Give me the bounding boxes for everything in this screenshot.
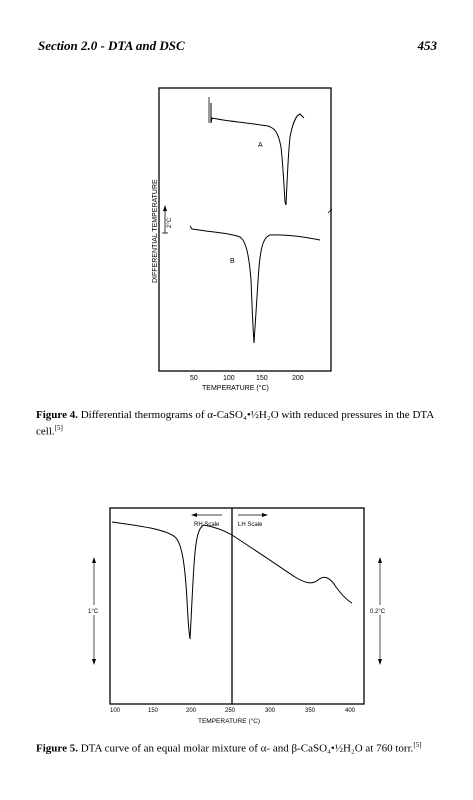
figure-5-frame: [110, 508, 364, 704]
figure-5-rh-arrowhead: [191, 513, 197, 517]
figure-5-tick-250: 250: [225, 708, 236, 714]
figure-5: [80, 505, 400, 730]
figure-4-caption-label: Figure 4.: [36, 409, 78, 421]
page-number: 453: [417, 38, 437, 53]
figure-4-frame: [159, 88, 331, 371]
figure-5-tick-200: 200: [186, 708, 197, 714]
figure-4: [150, 85, 340, 395]
figure-5-x-ticks: [110, 708, 356, 714]
figure-5-tick-100: 100: [110, 708, 121, 714]
figure-4-label-b: B: [230, 258, 235, 265]
figure-4-tick-50: 50: [190, 375, 198, 382]
figure-5-caption-text: DTA curve of an equal molar mixture of α- and β-CaSO₄•½H₂O at 760 torr.: [80, 742, 414, 755]
figure-4-curve-b: [190, 226, 320, 343]
figure-4-xlabel: TEMPERATURE (°C): [202, 385, 269, 392]
figure-4-scale-label: 2°C: [167, 217, 173, 228]
figure-4-caption-text: Differential thermograms of α-CaSO₄•½H₂O with reduced pressures in the DTA cell.: [36, 409, 434, 438]
figure-5-caption-ref: [5]: [413, 741, 422, 749]
figure-5-tick-350: 350: [305, 708, 316, 714]
figure-4-label-a: A: [258, 142, 263, 149]
figure-5-curve-left: [112, 522, 232, 639]
figure-5-lh-scale: LH Scale: [238, 522, 263, 528]
figure-5-right-scale: 0.2°C: [370, 609, 386, 615]
figure-4-tick-100: 100: [223, 375, 235, 382]
figure-4-curve-a: [211, 103, 304, 205]
figure-4-tick-150: 150: [256, 375, 268, 382]
figure-5-xlabel: TEMPERATURE (°C): [198, 718, 261, 725]
figure-5-rh-scale: RH Scale: [194, 522, 220, 528]
figure-5-tick-400: 400: [345, 708, 356, 714]
figure-5-tick-300: 300: [265, 708, 276, 714]
figure-4-ylabel: DIFFERENTIAL TEMPERATURE: [152, 179, 159, 283]
section-title: Section 2.0 - DTA and DSC: [38, 38, 185, 53]
figure-4-caption: [36, 409, 436, 439]
figure-5-curve-right: [232, 535, 352, 603]
figure-4-tick-200: 200: [292, 375, 304, 382]
figure-5-lh-arrowhead: [262, 513, 268, 517]
figure-5-tick-150: 150: [148, 708, 159, 714]
page-header: [38, 38, 437, 58]
figure-5-left-scale: 1°C: [88, 609, 99, 615]
figure-4-x-ticks: [190, 375, 304, 382]
figure-4-caption-ref: [5]: [54, 424, 63, 432]
figure-5-caption: [36, 739, 456, 756]
figure-5-caption-label: Figure 5.: [36, 742, 78, 755]
